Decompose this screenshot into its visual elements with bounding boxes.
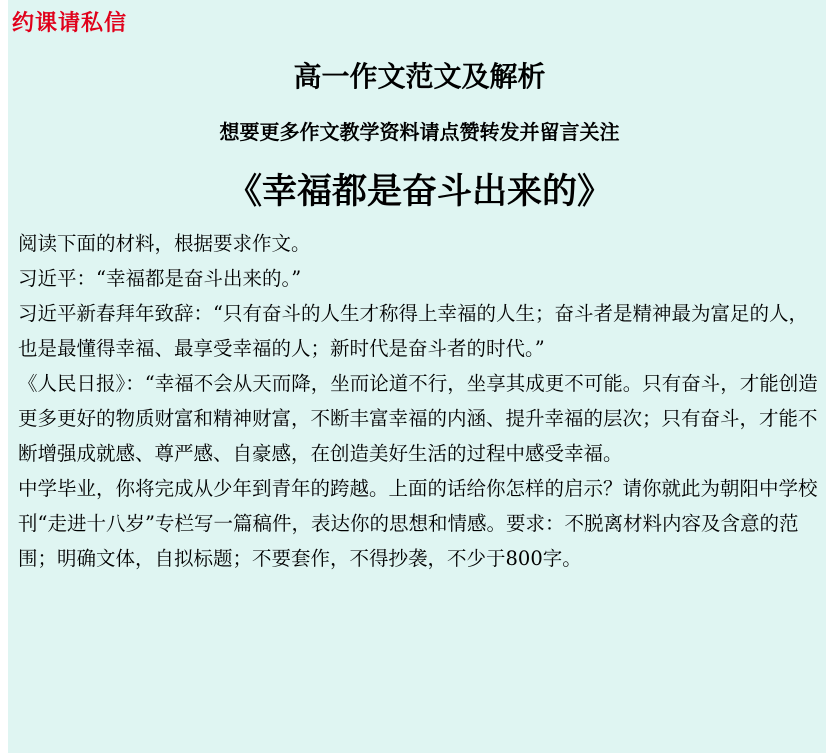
essay-title: 《幸福都是奋斗出来的》 xyxy=(226,172,612,212)
paragraph-instruction: 阅读下面的材料，根据要求作文。 xyxy=(18,232,311,255)
document-title: 高一作文范文及解析 xyxy=(293,60,546,93)
essay-prompt-body xyxy=(18,226,824,576)
document-subtitle: 想要更多作文教学资料请点赞转发并留言关注 xyxy=(219,120,620,144)
paragraph-task-requirements: 中学毕业，你将完成从少年到青年的跨越。上面的话给你怎样的启示？请你就此为朝阳中学校刊“走进十八岁”专栏写一篇稿件，表达你的思想和情感。要求：不脱离材料内容及含意的范围；明确文体，自拟标题；不要套作，不得抄袭，不少于800字。 xyxy=(18,477,818,570)
paragraph-new-year-address: 习近平新春拜年致辞：“只有奋斗的人生才称得上幸福的人生；奋斗者是精神最为富足的人，也是最懂得幸福、最享受幸福的人；新时代是奋斗者的时代。” xyxy=(18,302,808,360)
paragraph-quote-xi: 习近平：“幸福都是奋斗出来的。” xyxy=(18,267,302,290)
paragraph-peoples-daily: 《人民日报》：“幸福不会从天而降，坐而论道不行，坐享其成更不可能。只有奋斗，才能创造更多更好的物质财富和精神财富，不断丰富幸福的内涵、提升幸福的层次；只有奋斗，才能不断增强成就感、尊严感、自豪感，在创造美好生活的过程中感受幸福。 xyxy=(18,372,818,465)
private-message-label: 约课请私信 xyxy=(12,11,128,36)
